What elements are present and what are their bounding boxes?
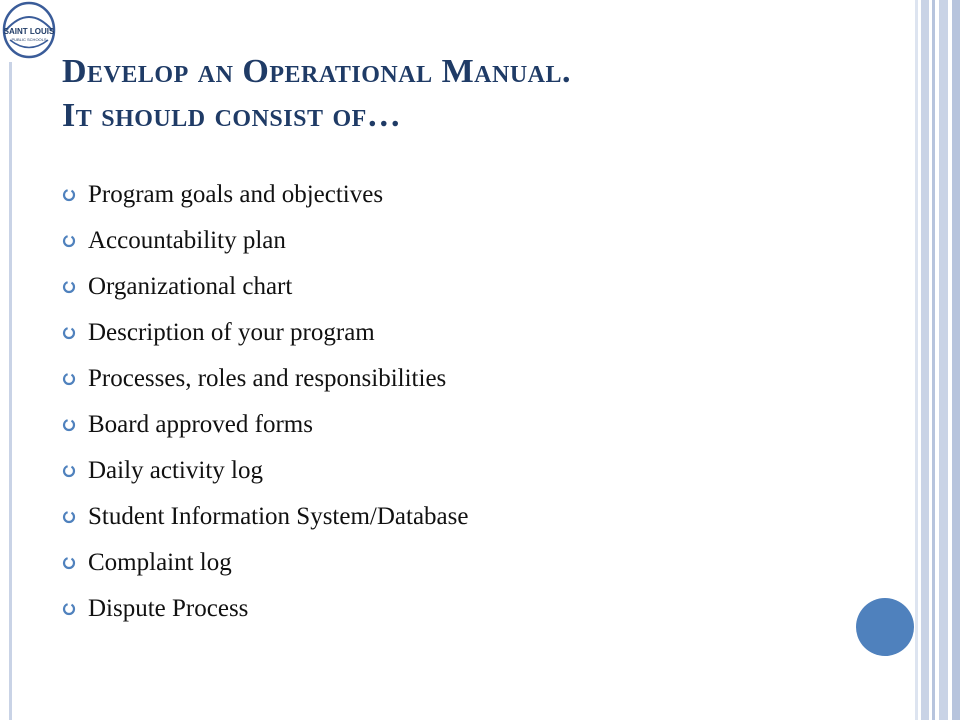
list-item [62, 402, 468, 448]
list-item-text: Complaint log [88, 549, 232, 576]
ring-bullet-icon [62, 510, 76, 524]
ring-bullet-icon [62, 418, 76, 432]
list-item-text: Student Information System/Database [88, 503, 469, 530]
ring-bullet-icon [62, 326, 76, 340]
list-item-text: Dispute Process [88, 595, 249, 622]
title-line-2: It should consist of… [62, 97, 402, 134]
ring-bullet-icon [62, 234, 76, 248]
list-item [62, 172, 468, 218]
list-item [62, 310, 468, 356]
decorative-circle [856, 598, 914, 656]
right-stripes [915, 0, 960, 720]
title-line-1: Develop an Operational Manual. [62, 53, 572, 90]
list-item-text: Board approved forms [88, 411, 313, 438]
left-divider [9, 62, 12, 720]
list-item [62, 448, 468, 494]
list-item-text: Daily activity log [88, 457, 263, 484]
list-item-text: Accountability plan [88, 227, 286, 254]
ring-bullet-icon [62, 464, 76, 478]
list-item [62, 494, 468, 540]
svg-text:PUBLIC SCHOOLS: PUBLIC SCHOOLS [11, 37, 47, 42]
list-item-text: Program goals and objectives [88, 181, 384, 208]
ring-bullet-icon [62, 372, 76, 386]
list-item-text: Organizational chart [88, 273, 293, 300]
list-item-text: Processes, roles and responsibilities [88, 365, 447, 392]
list-item [62, 356, 468, 402]
ring-bullet-icon [62, 280, 76, 294]
list-item [62, 218, 468, 264]
bullet-list [62, 172, 468, 632]
list-item-text: Description of your program [88, 319, 375, 346]
school-logo [0, 0, 58, 62]
ring-bullet-icon [62, 602, 76, 616]
ring-bullet-icon [62, 556, 76, 570]
svg-text:SAINT LOUIS: SAINT LOUIS [3, 27, 55, 36]
slide-title [62, 50, 882, 138]
ring-bullet-icon [62, 188, 76, 202]
list-item [62, 540, 468, 586]
list-item [62, 264, 468, 310]
list-item [62, 586, 468, 632]
